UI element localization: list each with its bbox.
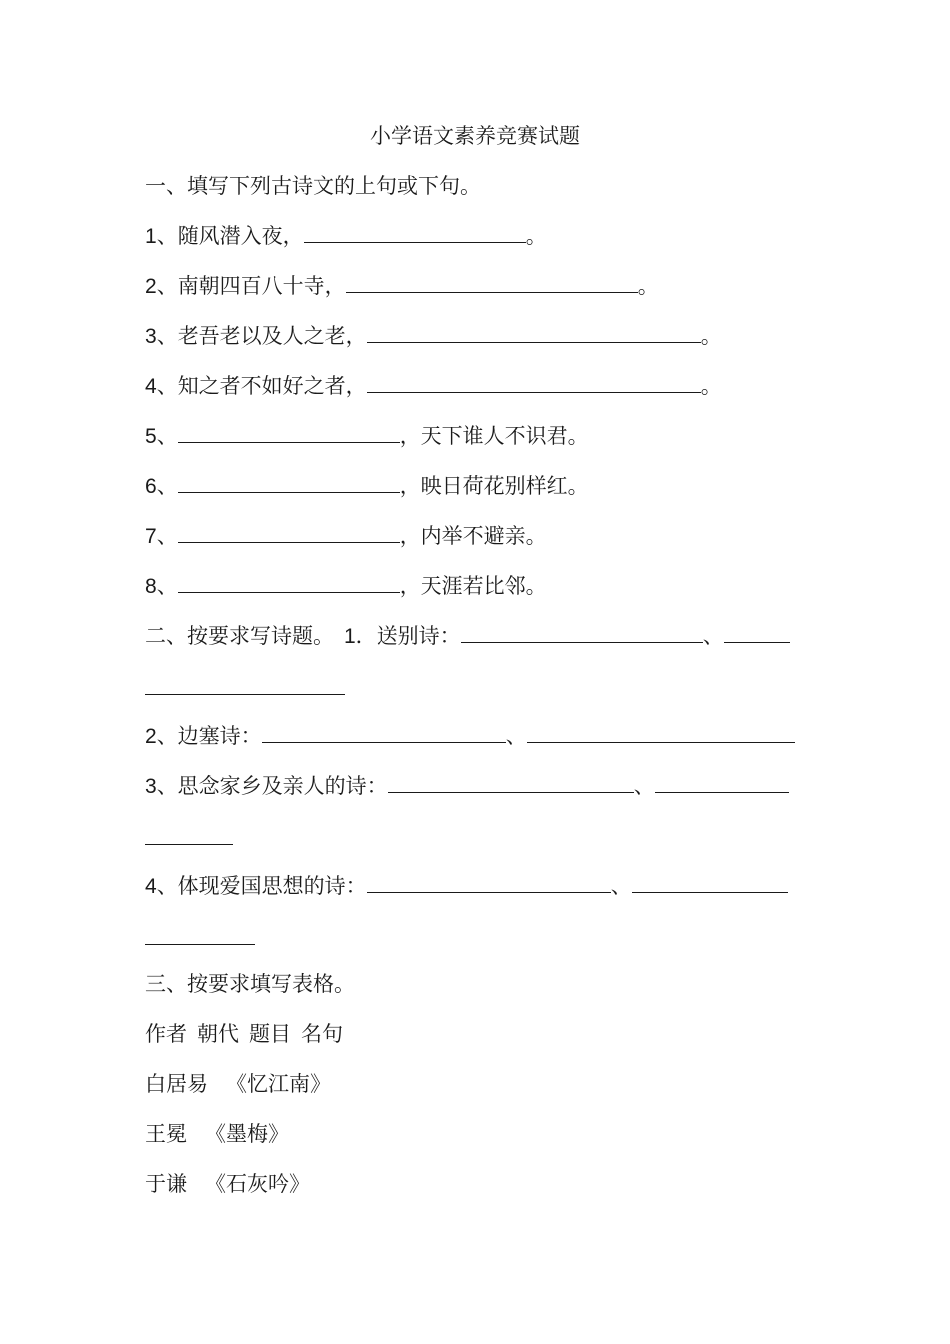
question-1-4: [145, 372, 722, 401]
table-cell-author: 于谦: [145, 1172, 187, 1196]
answer-blank-continued[interactable]: [145, 693, 345, 695]
answer-blank[interactable]: [461, 622, 703, 643]
table-header-quote: 名句: [301, 1022, 343, 1046]
table-row: [145, 1170, 310, 1198]
question-1-7: [145, 522, 547, 551]
question-sep: 、: [633, 774, 655, 798]
question-text: 老吾老以及人之老，: [177, 324, 367, 348]
answer-blank-continued[interactable]: [145, 843, 233, 845]
question-end: 。: [637, 274, 659, 298]
question-1-6: [145, 472, 589, 501]
question-text: 南朝四百八十寺，: [177, 274, 346, 298]
question-number: 1: [145, 225, 157, 248]
question-number: 2: [145, 725, 157, 748]
answer-blank[interactable]: [178, 422, 400, 443]
question-sep: 、: [156, 274, 178, 298]
question-1-3: [145, 322, 722, 351]
question-sep: 、: [156, 324, 178, 348]
page-title: 小学语文素养竞赛试题: [370, 124, 580, 148]
question-sep: 、: [156, 524, 178, 548]
question-end: ，映日荷花别样红。: [399, 474, 589, 498]
question-sep: 、: [505, 724, 527, 748]
question-1-1: [145, 222, 547, 251]
question-2-2: [145, 722, 795, 751]
table-cell-author: 王冕: [145, 1122, 187, 1146]
question-label: 、边塞诗：: [156, 724, 262, 748]
question-end: ，天涯若比邻。: [399, 574, 547, 598]
question-number: 2: [145, 275, 157, 298]
answer-blank[interactable]: [262, 722, 506, 743]
answer-blank[interactable]: [367, 322, 701, 343]
question-end: 。: [700, 374, 722, 398]
answer-blank[interactable]: [527, 722, 795, 743]
question-number: 3: [145, 775, 157, 798]
question-end: ，天下谁人不识君。: [399, 424, 589, 448]
question-number: 4: [145, 875, 157, 898]
question-2-3: [145, 772, 789, 801]
section-1-heading: 一、填写下列古诗文的上句或下句。: [145, 174, 481, 198]
answer-blank[interactable]: [178, 522, 400, 543]
answer-blank[interactable]: [346, 272, 638, 293]
answer-blank[interactable]: [304, 222, 526, 243]
question-sep: 、: [156, 224, 178, 248]
question-sep: 、: [702, 624, 724, 648]
question-number: 6: [145, 475, 157, 498]
table-header-dynasty: 朝代: [197, 1022, 239, 1046]
table-header-title: 题目: [249, 1022, 291, 1046]
question-text: 知之者不如好之者，: [177, 374, 367, 398]
answer-blank[interactable]: [655, 772, 789, 793]
answer-blank-continued[interactable]: [145, 943, 255, 945]
table-cell-title: 《墨梅》: [205, 1122, 289, 1146]
question-end: ，内举不避亲。: [399, 524, 547, 548]
question-sep: 、: [156, 574, 178, 598]
answer-blank[interactable]: [367, 872, 611, 893]
question-label: 、体现爱国思想的诗：: [156, 874, 367, 898]
question-sep: 、: [156, 374, 178, 398]
question-end: 。: [525, 224, 547, 248]
question-sep: 、: [156, 424, 178, 448]
answer-blank[interactable]: [388, 772, 634, 793]
section-2-title: 二、按要求写诗题。: [145, 624, 334, 648]
question-sep: 、: [156, 474, 178, 498]
question-1-2: [145, 272, 659, 301]
question-1-8: [145, 572, 547, 601]
section-2-heading: [145, 622, 790, 651]
question-2-4: [145, 872, 788, 901]
question-number: 3: [145, 325, 157, 348]
question-number: 1．: [344, 625, 377, 648]
answer-blank[interactable]: [724, 622, 790, 643]
answer-blank[interactable]: [178, 472, 400, 493]
question-end: 。: [700, 324, 722, 348]
question-number: 8: [145, 575, 157, 598]
answer-blank[interactable]: [367, 372, 701, 393]
table-row: [145, 1070, 331, 1098]
table-row: [145, 1120, 289, 1148]
table-cell-title: 《忆江南》: [226, 1072, 331, 1096]
table-cell-author: 白居易: [145, 1072, 208, 1096]
table-header-author: 作者: [145, 1022, 187, 1046]
table-cell-title: 《石灰吟》: [205, 1172, 310, 1196]
section-3-heading: 三、按要求填写表格。: [145, 972, 355, 996]
table-header-row: [145, 1020, 343, 1048]
answer-blank[interactable]: [632, 872, 788, 893]
question-sep: 、: [610, 874, 632, 898]
question-number: 5: [145, 425, 157, 448]
question-label: 送别诗：: [376, 624, 461, 648]
answer-blank[interactable]: [178, 572, 400, 593]
question-number: 7: [145, 525, 157, 548]
question-text: 随风潜入夜，: [177, 224, 304, 248]
question-1-5: [145, 422, 589, 451]
question-label: 、思念家乡及亲人的诗：: [156, 774, 388, 798]
question-number: 4: [145, 375, 157, 398]
